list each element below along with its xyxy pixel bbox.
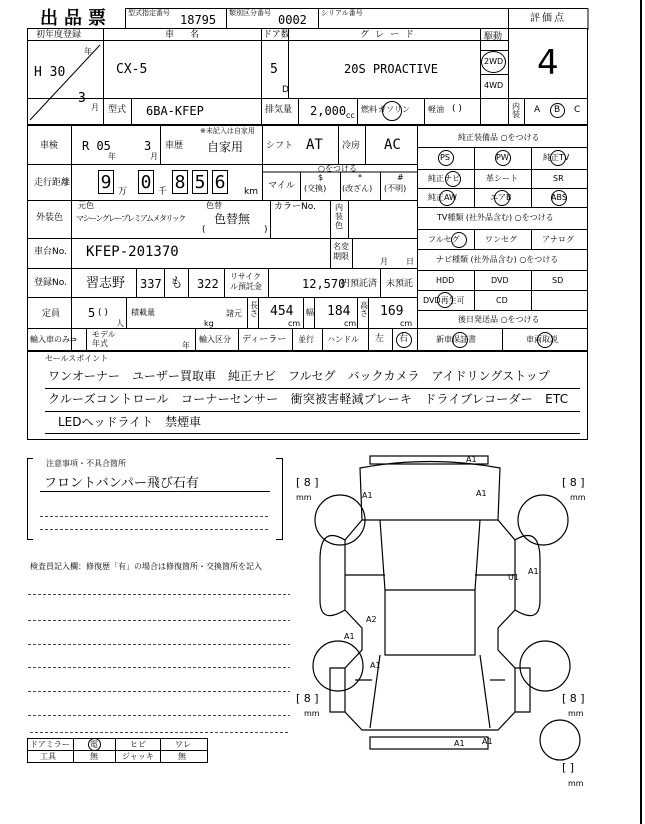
load-label: 積載量 [131, 308, 155, 317]
mileage-digit-4: 5 [192, 170, 208, 194]
handle-left: 左 [375, 334, 385, 344]
shift-value: AT [306, 137, 323, 153]
tv-header: TV種類 (社外品含む) ○をつける [437, 213, 554, 222]
plate-class: 337 [140, 277, 162, 291]
meter-exchange-sym: $ [318, 173, 324, 182]
tv-analog: アナログ [542, 235, 574, 244]
import-dealer: ディーラー [242, 335, 287, 345]
model-year-label: モデル年式 [92, 330, 116, 348]
equip-ps: PS [440, 153, 450, 162]
recycle-not: 未預託 [386, 279, 414, 289]
spare-depth: [ ] [562, 761, 575, 774]
length-label: 長さ [250, 301, 258, 318]
jack-label: ジャッキ [122, 752, 154, 761]
recolor-value: 色替無 [214, 212, 251, 226]
first-reg-month-unit: 月 [91, 103, 99, 112]
mirror-label: ドアミラー [30, 740, 70, 749]
history-label: 車歴 [165, 141, 184, 151]
type-value: 6BA-KFEP [146, 104, 204, 118]
equipment-header: 純正装備品 ○をつける [458, 133, 540, 142]
mileage-digit-5: 6 [212, 170, 228, 194]
tire-rl-depth: [ 8 ] [296, 692, 319, 705]
notes-label: 注意事項・不具合箇所 [46, 459, 126, 468]
recycle-label: リサイクル預託金 [230, 272, 262, 291]
tv-fullseg: フルセグ [428, 235, 460, 244]
mileage-digit-1: 9 [98, 170, 114, 194]
diagram-mark: A2 [366, 615, 377, 624]
history-value: 自家用 [207, 140, 244, 154]
equip-airbag: エアB [490, 193, 512, 202]
diagram-mark: A1 [476, 489, 487, 498]
displacement-label: 排気量 [265, 105, 293, 115]
model-cert-no: 18795 [180, 13, 217, 27]
equip-abs: ABS [551, 193, 567, 202]
fuel-light: 軽油 [428, 105, 444, 114]
hibi-label: ヒビ [130, 740, 146, 749]
drive-2wd: 2WD [484, 57, 504, 66]
grade-value: 20S PROACTIVE [344, 62, 438, 76]
meter-unknown: (不明) [384, 184, 407, 193]
tire-rr-depth: [ 8 ] [562, 692, 585, 705]
man-unit: 万 [118, 187, 128, 197]
plate-kana: も [170, 276, 184, 291]
plate-number: 322 [197, 277, 219, 291]
model-cert-label: 型式指定番号 [128, 9, 170, 17]
doors-sub: D [282, 85, 289, 95]
model-name: CX-5 [116, 62, 148, 77]
navi-hdd: HDD [436, 276, 455, 285]
handle-label: ハンドル [327, 335, 359, 344]
notes-line-1: フロントバンパー飛び石有 [44, 476, 199, 491]
color-no-label: カラーNo. [274, 202, 316, 212]
tire-fr-unit: mm [570, 493, 586, 502]
dims-label: 諸元 [226, 309, 242, 318]
shaken-value: R 05 [82, 139, 111, 153]
sales-line-1: ワンオーナー ユーザー買取車 純正ナビ フルセグ バックカメラ アイドリングストップ [48, 369, 550, 383]
orig-color-label: 元色 [78, 201, 94, 210]
fuel-paren: ( ) [452, 104, 462, 114]
equip-leather: 革シート [486, 174, 518, 183]
diagram-mark: A1 [454, 739, 465, 748]
height-unit: cm [400, 319, 413, 328]
score-value: 4 [537, 43, 559, 83]
exterior-color: マシーングレープレミアムメタリック [76, 214, 185, 223]
meter-tamper-sym: * [358, 173, 362, 182]
sales-line-3: LEDヘッドライト 禁煙車 [58, 415, 202, 429]
sales-line-2: クルーズコントロール コーナーセンサー 衝突被害軽減ブレーキ ドライブレコーダー ETC [48, 392, 569, 406]
name-change-label: 名変期限 [333, 242, 349, 261]
width-unit: cm [344, 319, 357, 328]
chassis-label: 車台No. [34, 247, 67, 257]
km-unit: km [244, 187, 258, 197]
name-change-day: 日 [406, 257, 414, 266]
diagram-mark: A1 [482, 737, 493, 746]
tv-oneseg: ワンセグ [485, 235, 517, 244]
width-value: 184 [327, 304, 351, 319]
capacity-paren: ( ) [98, 308, 108, 318]
doors-value: 5 [270, 62, 278, 77]
class-no: 0002 [278, 13, 307, 27]
drive-label: 駆動 [484, 32, 503, 42]
history-note: ※未記入は自家用 [200, 127, 255, 135]
fuel-gas: ガソリン [378, 105, 410, 114]
ware-label: ワレ [175, 740, 191, 749]
tire-fl-depth: [ 8 ] [296, 476, 319, 489]
sales-label: セールスポイント [45, 354, 109, 363]
interior-b: B [554, 105, 561, 115]
diagram-mark: A1 [344, 632, 355, 641]
shaken-month-unit: 月 [150, 152, 158, 161]
import-label: 輸入車のみ⇒ [30, 335, 77, 344]
capacity-label: 定員 [42, 309, 61, 319]
interior-color-label: 内装色 [335, 203, 343, 230]
width-label: 幅 [306, 308, 314, 317]
equip-tv: 純正TV [543, 153, 570, 162]
navi-sd: SD [552, 276, 564, 285]
capacity-unit: 人 [116, 319, 124, 328]
model-year-unit: 年 [182, 341, 190, 350]
meter-tamper: (改ざん) [342, 184, 373, 193]
recycle-value: 12,570 [302, 277, 346, 291]
length-value: 454 [270, 304, 294, 319]
docs-warranty: 新車保証書 [436, 335, 476, 344]
height-value: 169 [380, 304, 404, 319]
recolor-paren-close: ) [264, 225, 268, 235]
class-label: 類別区分番号 [229, 9, 271, 17]
mirror-mark: 電 [90, 740, 98, 749]
tire-rl-unit: mm [304, 709, 320, 718]
docs-manual: 車両取説 [526, 335, 558, 344]
inspector-label: 検査員記入欄：修復歴「有」の場合は修復箇所・交換箇所を記入 [30, 562, 262, 571]
plate-area: 習志野 [86, 276, 126, 291]
navi-dvd: DVD [491, 276, 509, 285]
exterior-label: 外装色 [36, 213, 64, 223]
mileage-digit-2: 0 [138, 170, 154, 194]
meter-unknown-sym: # [397, 173, 404, 182]
diagram-mark: A1 [370, 661, 381, 670]
interior-label: 内装 [512, 102, 520, 119]
ac-value: AC [384, 137, 401, 153]
sen-unit: 千 [158, 187, 168, 197]
spare-unit: mm [568, 779, 584, 788]
tire-rr-unit: mm [568, 709, 584, 718]
recolor-paren-open: ( [202, 225, 206, 235]
tool-label: 工具 [40, 752, 56, 761]
jack-value: 無 [178, 752, 186, 761]
displacement-value: 2,000 [310, 104, 347, 118]
navi-header: ナビ種類 (社外品含む) ○をつける [436, 255, 559, 264]
navi-dvdplay: DVD再生可 [423, 296, 465, 305]
equip-sr: SR [553, 174, 564, 183]
mileage-digit-3: 8 [172, 170, 188, 194]
docs-header: 後日発送品 ○をつける [458, 315, 540, 324]
load-unit: kg [204, 319, 214, 328]
shift-label: シフト [266, 141, 294, 151]
diagram-mark: A1 [466, 455, 477, 464]
type-label: 型式 [108, 105, 127, 115]
meter-mile: マイル [268, 181, 295, 191]
form-title: 出品票 [40, 8, 112, 29]
car-diagram [313, 456, 580, 760]
name-change-month: 月 [380, 257, 388, 266]
score-label: 評価点 [530, 13, 566, 24]
color-label: 色替 [206, 201, 222, 210]
tool-value: 無 [90, 752, 98, 761]
import-class-label: 輸入区分 [199, 335, 231, 344]
plate-label: 登録No. [34, 278, 67, 288]
model-name-label: 車名 [165, 30, 216, 40]
serial-label: シリアル番号 [321, 9, 363, 17]
displacement-unit: cc [346, 111, 355, 120]
first-reg-era: H 30 [34, 65, 66, 80]
equip-aw: 純正AW [428, 193, 457, 202]
drive-4wd: 4WD [484, 81, 504, 90]
first-reg-year-unit: 年 [84, 47, 92, 56]
capacity-value: 5 [88, 306, 96, 320]
tire-fl-unit: mm [296, 493, 312, 502]
equip-pw: PW [496, 153, 509, 162]
recycle-unit: 円預託済 [341, 279, 378, 289]
shaken-label: 車検 [40, 141, 59, 151]
first-reg-label: 初年度登録 [36, 30, 82, 40]
mark-note: ○をつける [318, 164, 357, 173]
chassis-value: KFEP-201370 [86, 244, 179, 260]
fuel-label: 燃料 [361, 105, 377, 114]
diagram-mark: U1 [508, 573, 519, 582]
handle-right: 右 [399, 334, 409, 344]
equip-navi: 純正ナビ [428, 174, 460, 183]
tire-fr-depth: [ 8 ] [562, 476, 585, 489]
diagram-mark: A1 [362, 491, 373, 500]
mileage-label: 走行距離 [34, 178, 71, 188]
meter-exchange: (交換) [304, 184, 327, 193]
first-reg-month: 3 [78, 91, 86, 106]
shaken-year-unit: 年 [108, 152, 116, 161]
import-parallel: 並行 [298, 335, 314, 344]
navi-cd: CD [496, 296, 508, 305]
grade-label: グレード [360, 30, 421, 40]
interior-a: A [534, 105, 541, 115]
interior-c: C [574, 105, 581, 115]
diagram-mark: A1 [528, 567, 539, 576]
ac-label: 冷房 [342, 141, 361, 151]
doors-label: ドア数 [263, 30, 290, 40]
height-label: 高さ [360, 301, 368, 318]
length-unit: cm [288, 319, 301, 328]
shaken-month: 3 [144, 139, 152, 153]
